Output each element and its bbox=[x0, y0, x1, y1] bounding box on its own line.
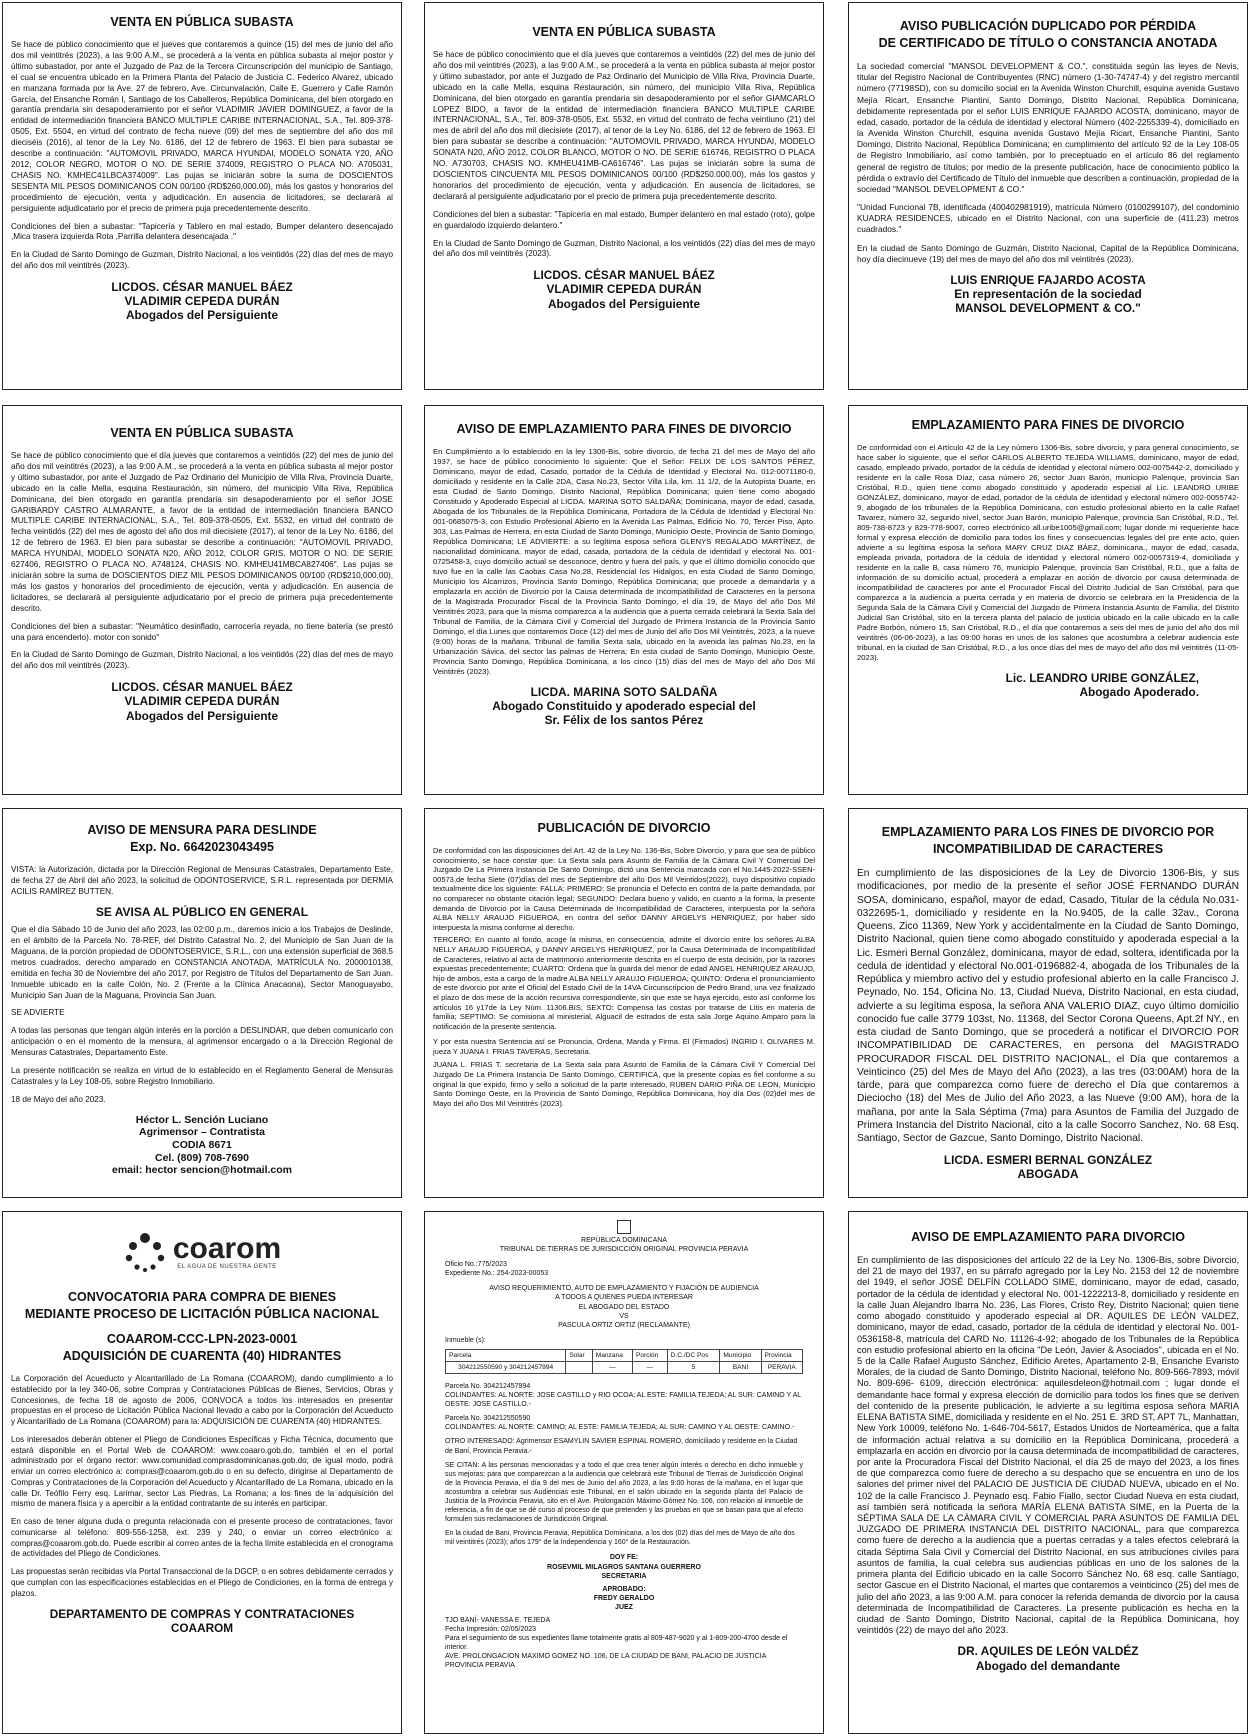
notice-body: Los interesados deberán obtener el Pliego de Condiciones Específicas y Ficha Técnica, documento que estará disponible en el Portal Web de COAAROM: www.coaaro.gob.do, también el en el portal administrado por el órgano rector: www.comunidad.comprasdominicanas.gob.do; de igual modo, podrá enviar un correo electrónico a: compras@coaarom.gob.do o en su defecto, dirigirse al Departamento de Compras y Contrataciones de la Corporación del Acueducto y Alcantarillado de La Romana, ubicado en la calle Dr. Teófilo Ferry esq. Larimar, sector Las Piedras, La Romana; a los fines de la adquisición del mismo de manera física y a apercibir a la entidad contratante de su interés en participar. bbox=[11, 1434, 393, 1509]
citation-text: SE CITAN: A las personas mencionadas y a todo el que crea tener algún interés o derecho en dicho inmueble y sus mejoras; para que comparezcan a la audiencia que celebrará este Tribunal de Tierras de Jurisdicción Original de la Provincia Peravia, el día 9 del mes de Junio del año 2023, a las 9:00 horas de la mañana, en el lugar que acostumbra a celebrar sus Audiencias este Tribunal, en el salón ubicado en la segunda planta del Palacio de Justicia de la Provincia Peravia, sito en el Ave. Prolongación Máximo Gómez No. 106, con relación al inmueble de referencia, a fin de que se dé curso al proceso de que pretenden y las pruebas en que se basan para que al efecto formulen sus reclamaciones de Jurisdicción Original. bbox=[445, 1461, 803, 1524]
footer-line: Fecha Impresión: 02/05/2023 bbox=[445, 1626, 537, 1634]
signature-line: ROSEVMIL MILAGROS SANTANA GUERRERO bbox=[547, 1563, 701, 1571]
signature-block bbox=[857, 671, 1239, 699]
process-subject: ADQUISICIÓN DE CUARENTA (40) HIDRANTES bbox=[62, 1349, 342, 1363]
notice-body: Condiciones del bien a subastar: "Tapicería en mal estado, Bumper delantero en mal estado (roto), golpe en guardalodo izquierdo delantero." bbox=[433, 209, 815, 230]
oficio-number: Oficio No.:775/2023 bbox=[445, 1261, 507, 1269]
signature-line: VLADIMIR CEPEDA DURÁN bbox=[124, 694, 280, 709]
signature-line: DR. AQUILES DE LEÓN VALDÉZ bbox=[957, 1644, 1139, 1659]
notice-body: Se hace de público conocimiento que el día jueves que contaremos a veintidós (22) del mes de junio del año dos mil veintitrés (2023), a las 9:00 A.M., se procederá a la venta en pública subasta al mejor postor y último subastador, por ante el Juzgado de Paz Ordinario del Municipio de Villa Riva, Provincia Duarte, ubicado en la calle Mella, esquina Restauración, sin número, del municipio Villa Riva, República Dominicana, del bien otorgado en garantía prendaria sin desapoderamiento por el señor JOSE GARIBARDY CASTRO ALMARANTE, a favor de la entidad de intermediación financiera BANCO MULTIPLE CARIBE INTERNACIONAL, S.A., Tel. 809-378-0505, Ext. 5532, en virtud del contrato de fecha veintidós (22) del mes de agosto del año dos mil diecisiete (2017), al tenor de la Ley No. 6186, del 12 de febrero de 1963. El bien para subastar se describe a continuación: "AUTOMOVIL PRIVADO, MARCA HYUNDAI, MODELO SONATA N20, AÑO 2012, COLOR GRIS, MOTOR O NO. DE SERIE 627406, REGISTRO O PLACA NO. A748124, CHASIS NO. KMHEU41MBCA827406". Las pujas se iniciarán sobre la suma de DOSCIENTOS DIEZ MIL PESOS DOMINICANOS 00/100 (RD$210,000.00), más los gastos y honorarios del procedimiento de ejecución, venta y adjudicación. En ausencia de licitadores, se declarará al persiguiente adjudicatario por el precio de primera puja precedentemente descrito. bbox=[11, 451, 393, 613]
signature-line: Agrimensor – Contratista bbox=[138, 1126, 266, 1139]
notice-title: PUBLICACIÓN DE DIVORCIO bbox=[537, 821, 711, 835]
coaarom-logo bbox=[11, 1230, 393, 1274]
coat-of-arms-icon bbox=[617, 1220, 631, 1234]
process-code: COAAROM-CCC-LPN-2023-0001 bbox=[106, 1332, 298, 1346]
notice-body: La presente notificación se realiza en virtud de lo establecido en el Reglamento General de Mensuras Catastrales y la Ley 108-05, sobre Registro Inmobiliario. bbox=[11, 1066, 393, 1086]
signature-line: Cel. (809) 708-7690 bbox=[155, 1151, 249, 1164]
signature-line: FREDY GERALDO bbox=[593, 1594, 655, 1602]
notice-body: JUANA L. FRIAS T. secretaria de La Sexta sala para Asunto de Familia de la Cámara Civil Y Comercial Del Juzgado De La Primera Instancia De Santo Domingo, CERTIFICA, que la presente copias es fiel conforme a su original la que expido, firmo y sello a solicitud de la parte interesado, RUBEN DARIO PIÑA DE LEON, Municipio Santo Domingo Oeste, en la Provincia de Santo Domingo, República Dominicana, hoy día Dos (02)del mes de Mayo del año Dos Mil Veintitrés (2023). bbox=[433, 1060, 815, 1108]
notice-date: 18 de Mayo del año 2023. bbox=[11, 1094, 106, 1104]
notice-title: AVISO DE EMPLAZAMIENTO PARA DIVORCIO bbox=[911, 1230, 1185, 1244]
notice-subtitle: Exp. No. 6642023043495 bbox=[130, 840, 274, 854]
notice-title: VENTA EN PÚBLICA SUBASTA bbox=[532, 25, 716, 39]
signature-block bbox=[857, 273, 1239, 315]
notice-title: AVISO DE EMPLAZAMIENTO PARA FINES DE DIVORCIO bbox=[456, 422, 792, 436]
notice-incompatibilidad bbox=[848, 808, 1248, 1198]
notice-title: A TODOS A QUIENES PUEDA INTERESAR bbox=[555, 1294, 693, 1302]
notice-emplazamiento-divorcio-1 bbox=[424, 405, 824, 795]
signature-line: LICDA. MARINA SOTO SALDAÑA bbox=[530, 685, 718, 699]
signature-block bbox=[433, 268, 815, 310]
notice-body: A todas las personas que tengan algún interés en la porción a DESLINDAR, que deben comunicarlo con anticipación o en el momento de la mensura, al agrimensor encargado o a la Dirección Regional de Mensuras Catastrales, Departamento Este. bbox=[11, 1026, 393, 1058]
signature-line: LUIS ENRIQUE FAJARDO ACOSTA bbox=[950, 272, 1146, 287]
notice-body: De conformidad con el Artículo 42 de la Ley número 1306-Bis, sobre divorcio, y para general conocimiento, se hace saber lo siguiente, que el señor CARLOS ALBERTO TEJEDA WILLIAMS, dominicano, mayor de edad, casado, empleado privado, portador de la cédula de identidad y electoral número 002-0075442-2, domiciliado y residente en la calle Rosa Díaz, casa número 26, sector Juan Barón, municipio Palenque, provincia San Cristóbal, R.D., quien tiene como abogado constituido y apoderado especial al Lic. LEANDRO URIBE GONZÁLEZ, dominicano, mayor de edad, portador de la cédula de identidad y electoral número 002-0055742-9, abogado de los tribunales de la República Dominicana, con estudio profesional abierto en la calle Rafael Tavarez, número 32, segundo nivel, sector Juan Barón, municipio Palenque, provincia San Cristóbal, R.D., Tel. 809-738-8723 y 829-778-9007, correo electrónico all.uribe1005@gmail.com; lugar donde mi requeriente hace formal y expresa elección de domicilio para todos los fines y consecuencias legales del pre ente acto, quien advierte a su legítima esposa la señora MARY CRUZ DIAZ BÁEZ, dominicana., mayor de edad, casada, empleada privada, portadora de la cédula de identidad y electoral número 002-0057319-4, domiciliada y residente en la calle B, casa número 76, municipio Palenque, provincia San Cristóbal, R.D., que a falta de información de su domicilio actual, procederá a emplazar en acción de divorcio por causa determinada de incompatibilidad de caracteres por ante el Procurador Fiscal del Distrito Judicial de San Cristóbal, para que comparezca a la audiencia a puerta cerrada y en materia de divorcio se celebrara en la Presidencia de la Segunda Sala de la Cámara Civil y Comercial del Juzgado de Primera Instancia Asunto de Familia, del Distrito Judicial San Cristóbal, sito en la tercera planta del palacio de justicia ubicado en la calle ubicado en la calle Padre Borbón, número 15, San Cristóbal, R.D., el día que contaremos a seis del mes de junio del año dos mil veintitrés (06-06-2023), a las 09:00 horas en unos de los salones que acostumbra a celebrar audiencia este tribunal, en la ciudad de San Cristóbal, R.D., a los once días del mes de mayo del año dos mil veintitrés (11-05-2023). bbox=[857, 443, 1239, 662]
date-line: En la ciudad de Bani, Provincia Peravia, República Dominicana, a los dos (02) días del mes de Mayo de año dos mil veintitrés (2023); años 179° de la Independencia y 160° de la Restauración. bbox=[445, 1530, 795, 1547]
notice-title: INCOMPATIBILIDAD DE CARACTERES bbox=[932, 842, 1164, 856]
notice-title: CONVOCATORIA PARA COMPRA DE BIENES bbox=[67, 1290, 337, 1304]
notice-title: EL ABOGADO DEL ESTADO bbox=[578, 1303, 670, 1311]
notice-body: La sociedad comercial "MANSOL DEVELOPMENT & CO.", constituida según las leyes de Nevis, titular del Registro Nacional de Contribuyentes (RNC) número (1-30-74747-4) y del registro mercantil número (77198SD), con su domicilio social en la Avenida Winston Churchill, esquina avenida Gustavo Mejía Ricart, Ensanche Piantini, Santo Domingo, Distrito Nacional, República Dominicana, debidamente representada por el señor LUIS ENRIQUE FAJARDO ACOSTA, dominicano, mayor de edad, casado, portador de la cédula de identidad y electoral Número (402-2255339-4), domiciliado en la Avenida Winston Churchill, esquina avenida Gustavo Mejía Ricart, Ensanche Piantini, Santo Domingo, Distrito Nacional, República Dominicana; en cumplimiento del artículo 92 de la Ley 108-05 de Registro Inmobiliario, así como también, por lo preceptuado en el artículo 86 del reglamento general de registro de títulos; por medio de la presente publicación, hace de conocimiento público la pérdida o extravío del Certificado de Título del inmueble que describen a continuación, propiedad de la sociedad "MANSOL DEVELOPMENT & CO." bbox=[857, 61, 1239, 194]
notice-body: Condiciones del bien a subastar: "Neumático desinflado, carrocería reyada, no tiene batería (se prestó una para encenderlo). motor con sonido" bbox=[11, 621, 393, 642]
table-cell: 5 bbox=[667, 1361, 720, 1373]
column-header: D.C./DC Pos bbox=[667, 1349, 720, 1361]
signature-line: email: hector sencion@hotmail.com bbox=[111, 1164, 293, 1177]
notice-body: De conformidad con las disposiciones del Art. 42 de la Ley No. 136-Bis, Sobre Divorcio, y para que sea de público conocimiento, se hace constar que: La Sexta sala para Asunto de Familia de la Cámara Civil Y Comercial Del Juzgado De La Primera Instancia De Santo Domingo, dictó una Sentencia marcada con el No.1445-2022-SSEN-00573,de fecha Siete (07)días del mes de Septiembre del año Dos Mil Veintidos(2022), cuyo dispositivo copiado textualmente dice los siguiente: FALLA: PRIMERO: Se pronuncia el Defecto en contra de la parte demandada, por no comparecer no obstante citación legal; SEGUNDO: Declara bueno y valido, en cuanto a la forma, la presente demanda de Divorcio por la Causa Determinada de Incompatibilidad de Caracteres, interpuesta por la señora ALBA NELLY ARAUJO FIGUEROA, en contra del señor DANNY ARGELYS HENRIQUEZ, por haber sido interpuesta la misma conforme al derecho. bbox=[433, 846, 815, 932]
logo-wordmark: coarom bbox=[172, 1232, 282, 1265]
notice-subasta-2 bbox=[424, 2, 824, 390]
notice-body: En cumplimiento de las disposiciones del artículo 22 de la Ley No. 1306-Bis, sobre Divorcio, del 21 de mayo del 1937, en su párrafo agregado por la Ley No. 2153 del 12 de noviembre del 1949, el señor JOSÉ DELFÍN COLLADO SIME, dominicano, mayor de edad, casado, portador de la cédula de identidad y electoral No. 001-1222213-8, domiciliado y residente en la calle Juan Alejandro Ibarra No. 236, Las Flores, Cristo Rey, Distrito Nacional; quien tiene como abogado constituido y apoderado especial al DR. AQUILES DE LEÓN VALDEZ, dominicano, mayor de edad, casado, portador de la cédula de identidad y electoral No. 001-0536158-8, matrícula del CARD No. 11126-4-92; abogado de los Tribunales de la República con estudio profesional abierto en la oficina "De León, Javier & Asociados", ubicada en el No. 5 de la Calle Rafael Augusto Sánchez, Edificio Aretes, Apartamento 2-B, Ensanche Evaristo Morales, de la ciudad de Santo Domingo, Distrito Nacional, teléfono No. 809-566-7893, móvil No. 809-696- 6109, dirección electrónica: aquilesdeleon@hotmail.com ; lugar donde el demandante hace formal y expresa elección de domicilio para todos los fines que se deriven del contenido de la presente publicación, le advierte a su legítima esposa señora MARIA ELENA BATISTA SIME, domiciliada y residente en el No. 251 E. 3RD ST, APT 7L, Manhattan, New York 10009, teléfono No. 1-646-704-5617, Estados Unidos de Norteamérica, que a falta de información actual relativa a su domicilio en la República Dominicana, procederá a emplazarla en acción en divorcio por la causa determinada de incompatibilidad de caracteres, por ante la Procuradora Fiscal del Distrito Nacional, el día 25 de mayo del 2023, a los fines de que comparezca como fuere de derecho a su despacho que se encuentra en uno de los salones del primer nivel del PALACIO DE JUSTICIA DE CIUDAD NUEVA, ubicado en el No. 102 de la calle Francisco J. Peynado esq. Fabio Fiallo, sector Ciudad Nueva en esta ciudad, así también será notificada la señora MARÍA ELENA BATISTA SIME, en la Puerta de la SÉPTIMA SALA DE LA CÁMARA CIVIL Y COMERCIAL PARA ASUNTOS DE FAMILIA DEL JUZGADO DE PRIMERA INSTANCIA DEL DISTRITO NACIONAL, para que comparezca como fuere de derecho a la audiencia que a puertas cerradas y a tales efectos celebrará la citada Séptima Sala Civil y Comercial del Distrito Nacional, en sus atribuciones civiles para asuntos de familia, la cual celebra sus audiencias públicas en uno de los salones de la primera planta del Edificio ubicado en la calle Socorro Sánchez No. 68 esq. calle Santiago, sector Gascue en el Distrito Nacional, el martes que contaremos a veinticinco (25) del mes de julio del año 2023, a las 9:00 A.M. para conocer la referida demanda de divorcio por la causa determinada de Incompatibilidad de Caracteres. La presente publicación es hecha en la ciudad de Santo Domingo, Distrito Nacional, capital de la República Dominicana, hoy veintidós (22) de mayo del año 2023. bbox=[857, 1255, 1240, 1636]
notice-body: Se hace de público conocimiento que el día jueves que contaremos a veintidós (22) del mes de junio del año dos mil veintitrés (2023), a las 9:00 A.M., se procederá a la venta en pública subasta al mejor postor y último subastador, por ante el Juzgado de Paz Ordinario del Municipio de Villa Riva, Provincia Duarte, ubicado en la calle Mella, esquina Restauración, sin número, del municipio Villa Riva, República Dominicana, del bien otorgado en garantía prendaria sin desapoderamiento por el señor GIAMCARLO LOPEZ BIDO, a favor de la entidad de intermediación financiera BANCO MULTIPLE CARIBE INTERNACIONAL, S.A., Tel. 809-378-0505, Ext. 5532, en virtud del contrato de fecha veintiuno (21) del mes de abril del año dos mil diecisiete (2017), al tenor de la Ley No. 6186, del 12 de febrero de 1963. El bien para subastar se describe a continuación: "AUTOMOVIL PRIVADO, MARCA HYUNDAI, MODELO SONATA N20, AÑO 2012, COLOR BLANCO, MOTOR O NO. DE SERIE 616746, REGISTRO O PLACA NO. A730703, CHASIS NO. KMHEU41MB-CA616746". Las pujas se iniciarán sobre la suma de DOSCIENTOS CINCUENTA MIL PESOS DOMINICANOS 00/100 (RD$250.000.00), más los gastos y honorarios del procedimiento de ejecución, venta y adjudicación. En ausencia de licitadores, se declarará al persiguiente adjudicatario por el precio de primera puja precedentemente descrito. bbox=[433, 50, 815, 201]
column-header: Provincia bbox=[761, 1349, 802, 1361]
notice-body: SE ADVIERTE bbox=[11, 1008, 65, 1018]
signature-line: LICDOS. CÉSAR MANUEL BÁEZ bbox=[533, 268, 715, 283]
signature-line: APROBADO: bbox=[602, 1585, 646, 1593]
column-header: Solar bbox=[566, 1349, 592, 1361]
signature-line: Abogado Constituido y apoderado especial del bbox=[492, 699, 756, 714]
signature-line: Héctor L. Sención Luciano bbox=[135, 1113, 269, 1126]
notice-title: VS bbox=[619, 1312, 629, 1320]
footer-line: AVE. PROLONGACION MAXIMO GOMEZ NO. 106, DE LA CIUDAD DE BANI, PALACIO DE JUSTICIA PROVINCIA PERAVIA bbox=[445, 1653, 767, 1670]
signature-line: Abogado del demandante bbox=[975, 1658, 1121, 1673]
notice-body: Que el día Sábado 10 de Junio del año 2023, las 02:00 p.m., daremos inicio a los Trabajos de Deslinde, en el ámbito de la Parcela No. 78-REF, del Distrito Catastral No. 2, del Municipio de San Juan de la Maguana, de la porción propiedad de ODONTOSERVICE, S.R.L., con una extensión superficial de 368.5 metros cuadrados, derecho amparado en CONSTANCIA ANOTADA, MATRÍCULA No. 2000010138, emitida en fecha 30 de Noviembre del año 2017, por Registro de Títulos del Departamento de San Juan. Inmueble ubicado en la calle Colón, No. 2 (Frente a la Clínica Anacaona), Sector Manoguayabo, Municipio San Juan de la Maguana, Provincia San Juan. bbox=[11, 925, 393, 1000]
signature-line: Abogados del Persiguiente bbox=[125, 308, 279, 323]
notice-body: En cumplimiento de las disposiciones de la Ley de Divorcio 1306-Bis, y sus modificaciones, por medio de la presente el señor JOSÉ FERNANDO DURÁN SOSA, dominicano, español, mayor de edad, Casado, Titular de la cédula No.031-0322695-1, domiciliado y residente en la No.9405, de la calle 32av., Corona Queens, Zico 11369, New York y accidentalmente en la Ciudad de Santo Domingo, Distrito Nacional, quien tiene como abogado constituido y apoderada especial a la Lic. Esmeri Bernal González, dominicana, mayor de edad, soltera, identificada por la cedula de identidad y electoral No.001-0196882-4, abogada de los Tribunales de la República y miembro activo del y estudio profesional abierto en la calle Francisco J. Peynado, No. 154, Oficina No. 13, Ciudad Nueva, Distrito Nacional, en esta ciudad, advierte a su legítima esposa, la señora ANA VALERIO DIAZ, cuyo último domicilio conocido fue calle 3779 103st, No. 11368, del Sector Corona Queens, Apt.2f NY., en esta ciudad de Santo Domingo, que se procederá a notificar el DIVORCIO POR INCOMPATIBILIDAD DE CARACTERES, en persona del MAGISTRADO PROCURADOR FISCAL DEL DISTRITO NACIONAL, el Día que contaremos a Veinticinco (25) del Mes de Mayo del Año (2023), a las tres (03:00AM) hora de la tarde, para que comparezca como fuere de derecho el Día que contaremos a Dieciocho (18) del Mes de Julio del Año 2023, a las Nueve (9:00 AM), hora de la mañana, por ante la Sala Séptima (7ma) para Asuntos de Familia del Juzgado de Primera Instancia del Distrito Nacional, cito a la calle Socorro Sanchez, No. 68 Esq. Santiago, Sector de Gazcue, Santo Domingo, Distrito Nacional. bbox=[857, 868, 1239, 1144]
header-line: TRIBUNAL DE TIERRAS DE JURISDICCIÓN ORIGINAL PROVINCIA PERAVIA bbox=[499, 1246, 749, 1254]
signature-line: LICDA. ESMERI BERNAL GONZÁLEZ bbox=[943, 1153, 1153, 1168]
notice-section-title: SE AVISA AL PÚBLICO EN GENERAL bbox=[95, 904, 309, 919]
notice-title: EMPLAZAMIENTO PARA FINES DE DIVORCIO bbox=[911, 418, 1185, 432]
notice-title: AVISO DE MENSURA PARA DESLINDE bbox=[87, 823, 317, 837]
notice-title: MEDIANTE PROCESO DE LICITACIÓN PÚBLICA NACIONAL bbox=[24, 1307, 380, 1321]
notice-tribunal-tierras bbox=[424, 1211, 824, 1734]
notice-subasta-1 bbox=[2, 2, 402, 390]
signature-line: LICDOS. CÉSAR MANUEL BÁEZ bbox=[111, 280, 293, 295]
notice-title: EMPLAZAMIENTO PARA LOS FINES DE DIVORCIO POR bbox=[881, 825, 1215, 839]
table-cell: PERAVIA bbox=[761, 1361, 802, 1373]
notice-body: En la ciudad de Santo Domingo de Guzmán, Distrito Nacional, Capital de la República Dominicana, hoy día diecinueve (19) del mes de mayo del año dos mil veintitrés (2023). bbox=[857, 242, 1239, 264]
notice-body: Y por esta nuestra Sentencia así se Pronuncia, Ordena, Manda y Firma. El (Firmados) INGRID I. OLIVARES M. jueza Y JUANA I. FRIAS TAVERAS, Secretaria. bbox=[433, 1037, 815, 1056]
signature-block bbox=[11, 1607, 393, 1635]
column-header: Porción bbox=[633, 1349, 668, 1361]
notice-duplicado-titulo bbox=[848, 2, 1248, 390]
footer-line: TJO BANÍ- VANESSA E. TEJEDA bbox=[445, 1617, 551, 1624]
notice-title: AVISO PUBLICACIÓN DUPLICADO POR PÉRDIDA bbox=[899, 19, 1197, 33]
table-row bbox=[446, 1361, 803, 1373]
signature-line: Sr. Félix de los santos Pérez bbox=[544, 713, 704, 728]
signature-line: Abogado Apoderado. bbox=[1079, 685, 1199, 700]
inmueble-label: Inmueble (s): bbox=[445, 1336, 486, 1344]
table-cell: — bbox=[592, 1361, 632, 1373]
signature-block bbox=[857, 1644, 1239, 1672]
notice-coaarom bbox=[2, 1211, 402, 1734]
signature-line: LICDOS. CÉSAR MANUEL BÁEZ bbox=[111, 680, 293, 695]
notice-title: PASCULA ORTIZ ORTIZ (RECLAMANTE) bbox=[558, 1321, 690, 1329]
signature-block bbox=[433, 685, 815, 727]
notice-body: En la Ciudad de Santo Domingo de Guzman, Distrito Nacional, a los veintidós (22) días del mes de mayo del año dos mil veintitrés (2023). bbox=[433, 238, 815, 259]
footer-line: Para el seguimiento de sus expedientes llame totalmente gratis al 809-487-9020 y al 1-809-200-4700 desde el interior. bbox=[445, 1635, 788, 1652]
notice-body: Condiciones del bien a subastar: "Tapicería y Tablero en mal estado, Bumper delantero desencajado ,Mica trasera izquierda Rota ,Parrilla delantera desencajada ." bbox=[11, 221, 393, 242]
notice-emplazamiento-divorcio-2 bbox=[848, 405, 1248, 795]
notice-title: AVISO REQUERIMIENTO, AUTO DE EMPLAZAMIENTO Y FIJACIÓN DE AUDIENCIA bbox=[489, 1285, 759, 1293]
column-header: Manzana bbox=[592, 1349, 632, 1361]
signature-line: En representación de la sociedad bbox=[954, 287, 1142, 302]
table-cell: 304212550590 y 304212457994 bbox=[446, 1361, 566, 1373]
water-drops-icon bbox=[123, 1230, 167, 1274]
notice-body: Las propuestas serán recibidas vía Portal Transaccional de la DGCP, o en sobres debidamente cerrados y que cumplan con las especificaciones establecidas en el Pliego de Condiciones, en la forma de entrega y plazos. bbox=[11, 1567, 393, 1598]
signature-line: COAAROM bbox=[170, 1621, 234, 1636]
column-header: Municipio bbox=[720, 1349, 761, 1361]
notice-title: DE CERTIFICADO DE TÍTULO O CONSTANCIA ANOTADA bbox=[878, 36, 1218, 50]
signature-line: Lic. LEANDRO URIBE GONZÁLEZ, bbox=[1005, 671, 1199, 685]
notice-title: VENTA EN PÚBLICA SUBASTA bbox=[110, 15, 294, 29]
signature-line: CODIA 8671 bbox=[172, 1138, 232, 1151]
notice-body: VISTA: la Autorización, dictada por la Dirección Regional de Mensuras Catastrales, Departamento Este, de fecha 27 de Abril del año 2023, la solicitud de ODONTOSERVICE, S.R.L. representada por DERMIA ACILIS RAMÍREZ BUTTEN. bbox=[11, 865, 393, 896]
parcela-line: Parcela No. 304212457994 bbox=[445, 1382, 531, 1390]
notice-body: "Unidad Funcional 7B, identificada (400402981919), matrícula Número (0100299107), del condominio KUADRA RESIDENCES, ubicado en el Distrito Nacional, con una superficie de (411.23) metros cuadrados." bbox=[857, 202, 1239, 235]
notice-body: La Corporación del Acueducto y Alcantarillado de La Romana (COAAROM), dando cumplimiento a lo establecido por la ley 340-06, sobre Compras y Contrataciones Públicas de Bienes, Servicios, Obras y Concesiones, de fecha 18 de agosto de 2006, CONVOCA a todos los interesados en presentar propuestas en el proceso de Licitación Pública Nacional llevado a cabo por la Corporación del Acueducto y Alcantarillado de La Romana (COAAROM) para la: ADQUISICIÓN DE CUARENTA (40) HIDRANTES. bbox=[11, 1374, 393, 1426]
signature-block bbox=[857, 1153, 1239, 1181]
signature-line: Abogados del Persiguiente bbox=[547, 296, 701, 311]
signature-line: DOY FE: bbox=[609, 1554, 639, 1562]
signature-line: DEPARTAMENTO DE COMPRAS Y CONTRATACIONES bbox=[49, 1607, 355, 1622]
signature-block bbox=[11, 680, 393, 722]
colindantes-line: COLINDANTES: AL NORTE: JOSE CASTILLO y RIO OCOA; AL ESTE: FAMILIA TEJEDA; AL SUR: CAMINO Y AL OESTE: JOSE CASTILLO.- bbox=[445, 1392, 801, 1409]
notice-body: En Cumplimiento a lo establecido en la ley 1306-Bis, sobre divorcio, de fecha 21 del mes de Mayo del año 1937, se hace de público conocimiento lo siguiente: Que el Señor: FELIX DE LOS SANTOS PÉREZ, Dominicano, mayor de edad, Casado, portador de la Cédula de Identidad y Electoral No. 012-0071180-0, domiciliado y residente en la Calle 2DA, Casa No.23, Sector Villa Lila, km. 11 1/2, de la Autopista Duarte, en esta Ciudad de Santo Domingo, Distrito Nacional, República Dominicana; quien tiene como abogado Constituido y Apoderado Especial al LICDA. MARINA SOTO SALDAÑA; Dominicana, mayor de edad, casada, Abogada de los Tribunales de la República Dominicana, Portadora de la Cédula de Identidad y Electoral No. 001-0685075-3, con Estudio Profesional Abierto en la Avenida Las Palmas, Edificio No. 70, Tercer Piso, Apto. 303, Las Palmas de Herrera, en esta Ciudad de Santo Domingo, Municipio Oeste, Provincia de Santo Domingo, República Dominicana; LE ADVIERTE: a su legítima esposa señora GLENYS REGALADO MARTÍNEZ, de nacionalidad dominicana, mayor de edad, casada, portadora de la cédula de identidad y electoral No. 001-0725458-3, cuyo domicilio actual se desconoce, dentro y fuera del país, y que el último domicilio conocido que tuvo fue en la calle las Caobas Casa No.28, Residencial los Hidalgos, en esta Ciudad de Santo Domingo, Municipio los Alcarrizos, Provincia Santo Domingo, República Dominicana; que procede a demandarla y a emplazarla en acción de Divorcio por la Causa determinada de Incompatibilidad de Caracteres en la persona de la Magistrada Procurador Fiscal de la Provincia Santo Domingo, el día 19, de Mayo del año Dos Mil Veintitrés 2023, para que la misma comparezca a la audiencia que a puerta cerrada celebrará la Sexta Sala del Tribunal de Familia, de la Cámara Civil y Comercial del Juzgado de Primera Instancia de la Provincia Santo Domingo, el día Lunes que contaremos Doce (12) del mes de Junio del año Dos Mil Veintitrés, 2023, a la nueve (9:00) horas de la mañana, Tribunal de familia Sexta sala, ubicado en la avenida las palmas No.23, en la Urbanización Sávica, del sector las palmas de Herrera; En esta ciudad de Santo Domingo, Municipio Oeste, Provincia Santo Domingo, República Dominicana, a los cinco (15) días del mes de Mayo del año Dos Mil Veintitrés (2023). bbox=[433, 447, 815, 676]
notice-body: TERCERO: En cuanto al fondo, acoge la misma, en consecuencia, admite el divorcio entre los señores ALBA NELLY ARAUJO FIGUEROA, y DANNY ARGELYS HENRIQUEZ, por la Causa Determinada de Incompatibilidad de Caracteres, relativo al acta de matrimonio anteriormente descrita en el cuerpo de esta decisión, por la razones expuestas precedentemente; CUARTO: Ordena que la guarda del menor de edad ANGEL HENRIQUEZ ARAUJO, hijo de ambos, esta a cargo de la madre ALBA NELLY ARAUJO FIGUEROA; QUINTO: Ordena el pronunciamiento de este divorcio por ante el Oficial del Estado Civil de la 14VA Circunscripcion de Pedro Brand, una vez finalizado el plazo de dos mese de la acción recursiva correspondiente, sin que este se haya ejercido, esto así conforme los artículos 16 y17de la Ley Núm. 11306.BIS; SEXTO: Compensa las costas por tratarse de Litis en materia de familia; SEPTIMO: Se comisiona al ministerial, Alguacil de estrados de esta sala Jorge Aquino Amparo para la notificación de la presente sentencia. bbox=[433, 935, 815, 1031]
parcela-line: Parcela No. 304212550590 bbox=[445, 1415, 531, 1423]
table-cell bbox=[566, 1361, 592, 1373]
notice-mensura bbox=[2, 808, 402, 1198]
signature-line: VLADIMIR CEPEDA DURÁN bbox=[546, 282, 702, 297]
notice-emplazamiento-divorcio-3 bbox=[848, 1211, 1248, 1734]
table-header-row bbox=[446, 1349, 803, 1361]
expediente-number: Expediente No.: 254-2023-00053 bbox=[445, 1270, 549, 1278]
signature-block bbox=[11, 280, 393, 322]
inmueble-table bbox=[445, 1349, 803, 1374]
signature-line: Abogados del Persiguiente bbox=[125, 708, 279, 723]
table-cell: BANI bbox=[720, 1361, 761, 1373]
header-line: REPÚBLICA DOMINICANA bbox=[581, 1237, 667, 1244]
signature-line: SECRETARIA bbox=[601, 1572, 647, 1580]
logo-tagline: EL AGUA DE NUESTRA GENTE bbox=[177, 1264, 277, 1270]
table-cell: — bbox=[633, 1361, 668, 1373]
notice-title: VENTA EN PÚBLICA SUBASTA bbox=[110, 426, 294, 440]
otro-interesado: OTRO INTERESADO: Agrimensor ESAMYLIN SAVIER ESPINAL ROMERO, domiciliado y residente en la Ciudad de Baní, Provincia Peravia.- bbox=[445, 1438, 798, 1455]
signature-block bbox=[11, 1114, 393, 1177]
notice-body: En la Ciudad de Santo Domingo de Guzman, Distrito Nacional, a los veintidós (22) días del mes de mayo del año dos mil veintitrés (2023). bbox=[11, 250, 393, 271]
signature-line: VLADIMIR CEPEDA DURÁN bbox=[124, 294, 280, 309]
column-header: Parcela bbox=[446, 1349, 566, 1361]
notice-body: En caso de tener alguna duda o pregunta relacionada con el presente proceso de contrataciones, favor comunicarse al teléfono: 809-556-1258, ext. 239 y 240, o enviar un correo electrónico a: compras@coaarom.gob.do. Puede escribir al correo antes de la fecha límite establecida en el cronograma de actividades del Pliego de Condiciones. bbox=[11, 1517, 393, 1559]
colindantes-line: COLINDANTES: AL NORTE: CAMINO; AL ESTE: FAMILIA TEJEDA; AL SUR: CAMINO Y AL OESTE: CAMINO.- bbox=[445, 1424, 795, 1432]
signature-line: ABOGADA bbox=[1017, 1167, 1079, 1182]
notice-body: Se hace de público conocimiento que el jueves que contaremos a quince (15) del mes de junio del año dos mil veintitrés (2023), a las 9:00 A.M., se procederá a la venta en pública subasta al mejor postor y último subastador, por ante el Juzgado de Paz de la Tercera Circunscripción del municipio de Santiago, el cual se encuentra ubicado en la Primera Planta del Palacio de Justicia C. Federico Alvarez, ubicado en manzana formada por la Ave. 27 de febrero, Ave. Circunvalación, Calle E. Guerrero y Calle Ramón García, del Ensanche Román I, Santiago de los Caballeros, República Dominicana, del bien otorgado en garantía prendaria sin desapoderamiento por el señor VLADIMIR JAVIER DOMINGUEZ, a favor de la entidad de intermediación financiera BANCO MULTIPLE CARIBE INTERNACIONAL, S.A., Tel. 809-378-0505, Ext. 5504, en virtud del contrato de fecha nueve (09) del mes de septiembre del año dos mil dieciséis (2016), al tenor de la Ley No. 6186, del 12 de febrero de 1963. El bien para subastar se describe a continuación: "AUTOMOVIL PRIVADO, MARCA HYUNDAI, MODELO SONATA Y20, AÑO 2012, COLOR NEGRO, MOTOR O NO. DE SERIE 374009, REGISTRO O PLACA NO. A705031, CHASIS NO. KMHEC41LBCA374009". Las pujas se iniciarán sobre la suma de DOSCIENTOS SESENTA MIL PESOS DOMINICANOS CON 00/100 (RD$260,000.00), más los gastos y honorarios del procedimiento de ejecución, venta y adjudicación. En ausencia de licitadores, se declarará al persiguiente adjudicatario por el precio de primera puja precedentemente descrito. bbox=[11, 40, 393, 213]
notice-publicacion-divorcio bbox=[424, 808, 824, 1198]
signature-line: JUEZ bbox=[615, 1603, 633, 1611]
signature-line: MANSOL DEVELOPMENT & CO." bbox=[955, 301, 1141, 316]
notice-subasta-3 bbox=[2, 405, 402, 795]
notice-body: En la Ciudad de Santo Domingo de Guzman, Distrito Nacional, a los veintidós (22) días del mes de mayo del año dos mil veintitrés (2023). bbox=[11, 650, 393, 671]
